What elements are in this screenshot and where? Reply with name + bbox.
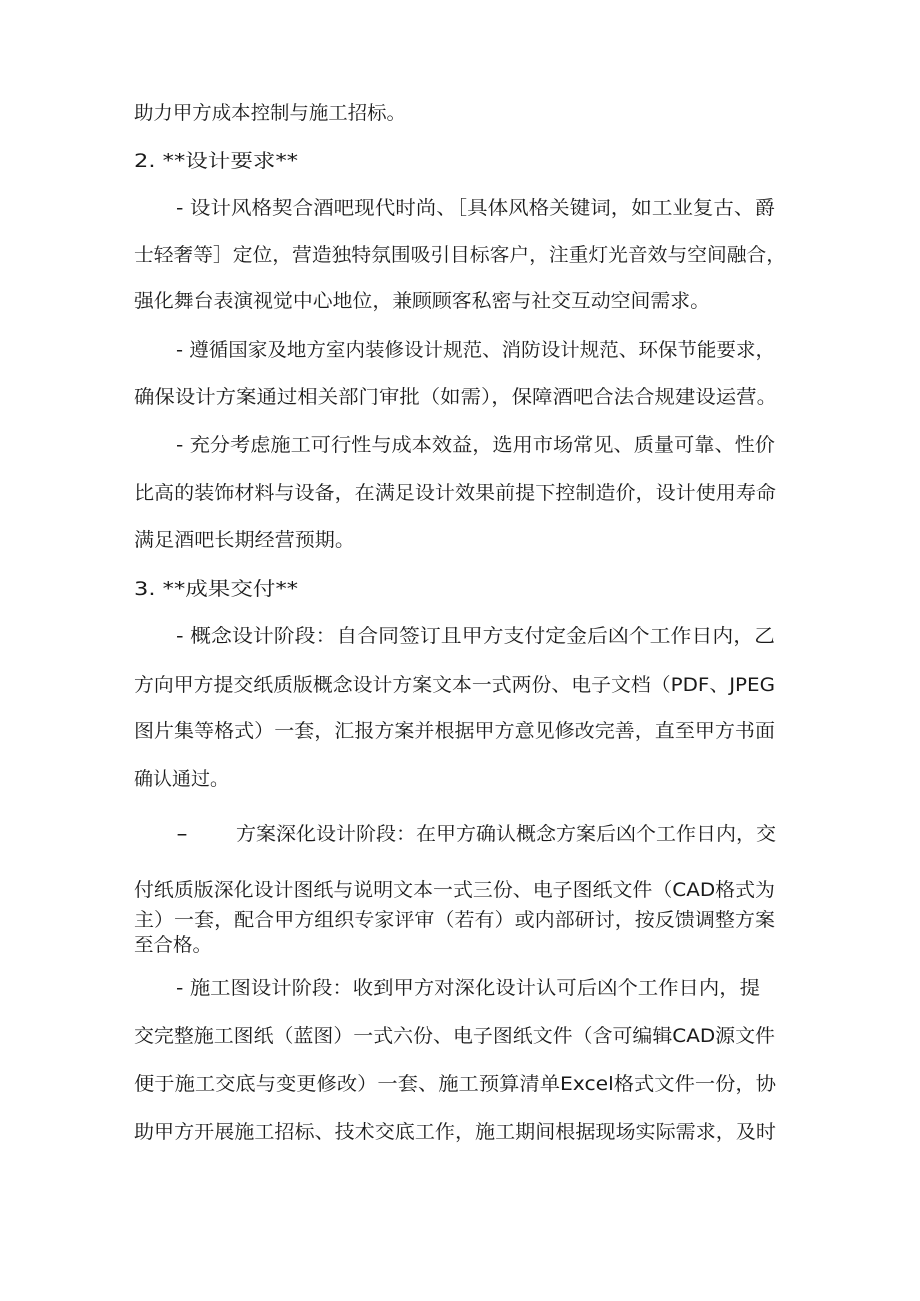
text-line: - 充分考虑施工可行性与成本效益，选用市场常见、质量可靠、性价 [176, 434, 775, 456]
text-line: 图片集等格式）一套，汇报方案并根据甲方意见修改完善，直至甲方书面 [134, 720, 775, 742]
text-line: 付纸质版深化设计图纸与说明文本一式三份、电子图纸文件（CAD格式为 [134, 879, 775, 901]
text-line: 满足酒吧长期经营预期。 [134, 529, 355, 551]
text-line: - 施工图设计阶段：收到甲方对深化设计认可后凶个工作日内，提 [176, 977, 760, 999]
text-line: 比高的装饰材料与设备，在满足设计效果前提下控制造价，设计使用寿命 [134, 482, 776, 504]
text-line: 强化舞台表演视觉中心地位，兼顾顾客私密与社交互动空间需求。 [134, 290, 710, 312]
text-line: - [176, 823, 188, 845]
text-line: 交完整施工图纸（蓝图）一式六份、电子图纸文件（含可编辑CAD源文件 [134, 1025, 775, 1047]
text-line: - 遵循国家及地方室内装修设计规范、消防设计规范、环保节能要求， [176, 339, 775, 361]
text-line: 便于施工交底与变更修改）一套、施工预算清单Excel格式文件一份，协 [134, 1073, 776, 1095]
section-heading: 3. **成果交付** [134, 578, 298, 600]
text-line: 至合格。 [134, 934, 212, 956]
text-line: - 设计风格契合酒吧现代时尚、［具体风格关键词，如工业复古、爵 [176, 197, 775, 219]
text-line: 助力甲方成本控制与施工招标。 [134, 102, 406, 124]
text-line: - 概念设计阶段：自合同签订且甲方支付定金后凶个工作日内，乙 [176, 625, 775, 647]
section-heading: 2. **设计要求** [134, 150, 298, 172]
text-line: 确保设计方案通过相关部门审批（如需），保障酒吧合法合规建设运营。 [134, 386, 777, 408]
text-line: 主）一套，配合甲方组织专家评审（若有）或内部研讨，按反馈调整方案 [134, 909, 775, 931]
text-line: 确认通过。 [134, 768, 229, 790]
text-line: 助甲方开展施工招标、技术交底工作，施工期间根据现场实际需求，及时 [134, 1121, 776, 1143]
text-line: 方案深化设计阶段：在甲方确认概念方案后凶个工作日内，交 [236, 823, 776, 845]
text-line: 方向甲方提交纸质版概念设计方案文本一式两份、电子文档（PDF、JPEG [134, 674, 775, 696]
text-line: 士轻奢等］定位，营造独特氛围吸引目标客户，注重灯光音效与空间融合， [134, 244, 786, 266]
